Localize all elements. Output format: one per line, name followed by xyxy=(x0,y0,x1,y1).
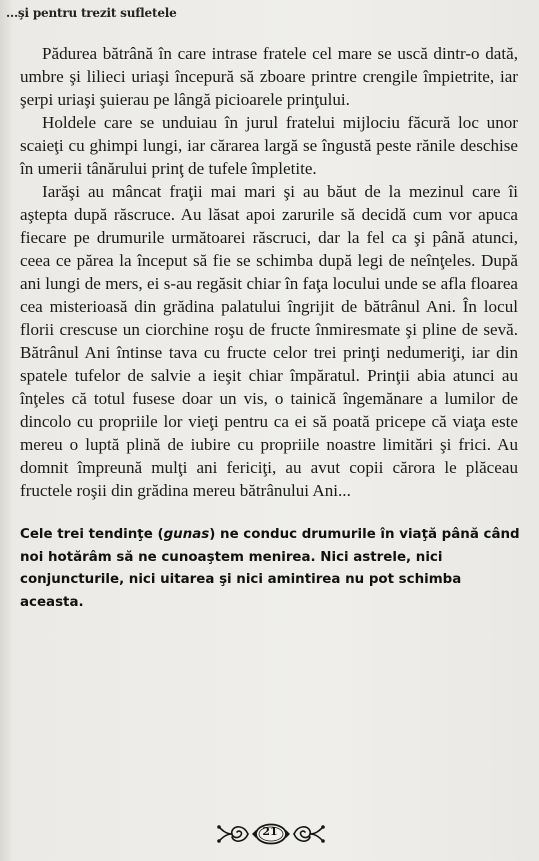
paragraph-3: Iarăşi au mâncat fraţii mai mari şi au băut de la mezinul care îi aştepta după răscruce. Au lăsat apoi zarurile să decidă cum vor apuca fiecare pe drumurile următoarei răscruci, dar la fel ca şi până atunci, ceea ce părea la început să fie se schimba după legi de neînţeles. După ani lungi de mers, ei s-au regăsit chiar în faţa locului unde se afla floarea cea misterioasă din grădina palatului îngrijit de bătrânul Ani. În locul florii crescuse un ciorchine roşu de fructe înmiresmate şi pline de sevă. Bătrânul Ani întinse tava cu fructe celor trei prinţi nedumeriţi, iar din spatele tufelor de salvie a ieşit chiar împăratul. Prinţii abia atunci au înţeles că totul fusese doar un vis, o tainică îngemănare a lumilor de dincolo cu propriile lor vieţi pentru ca ei să poată pricepe că viaţa este mereu o luptă plină de iubire cu propriile noastre limitări şi frici. Au domnit împreună mulţi ani fericiţi, au avut copii cărora le plăceau fructele roşii din grădina mereu bătrânului Ani... xyxy=(20,182,518,500)
page-footer xyxy=(0,815,539,855)
body-text xyxy=(20,42,518,502)
callout-part-1: Cele trei tendinţe ( xyxy=(20,527,164,542)
paragraph-1: Pădurea bătrână în care intrase fratele cel mare se uscă dintr-o dată, umbre şi lilieci uriaşi începură să zboare printre crengile împietrite, iar şerpi uriaşi şuierau pe lângă picioarele prinţului. xyxy=(20,44,518,109)
callout-part-2: ) ne conduc drumurile în viaţă până când noi hotărâm să ne cunoaştem menirea. Nici astrele, nici conjuncturile, nici uitarea şi nici amintirea nu pot schimba aceasta. xyxy=(20,527,520,610)
callout-text xyxy=(20,524,520,614)
callout-emphasis: gunas xyxy=(163,527,210,542)
running-head: ...şi pentru trezit sufletele xyxy=(6,6,177,20)
page-number: 21 xyxy=(262,825,278,838)
paragraph-2: Holdele care se unduiau în jurul fratelui mijlociu făcură loc unor scaieţi cu ghimpi lungi, iar cărarea largă se îngustă peste rănile deschise în umerii tânărului prinţ de tufele împletite. xyxy=(20,113,518,178)
